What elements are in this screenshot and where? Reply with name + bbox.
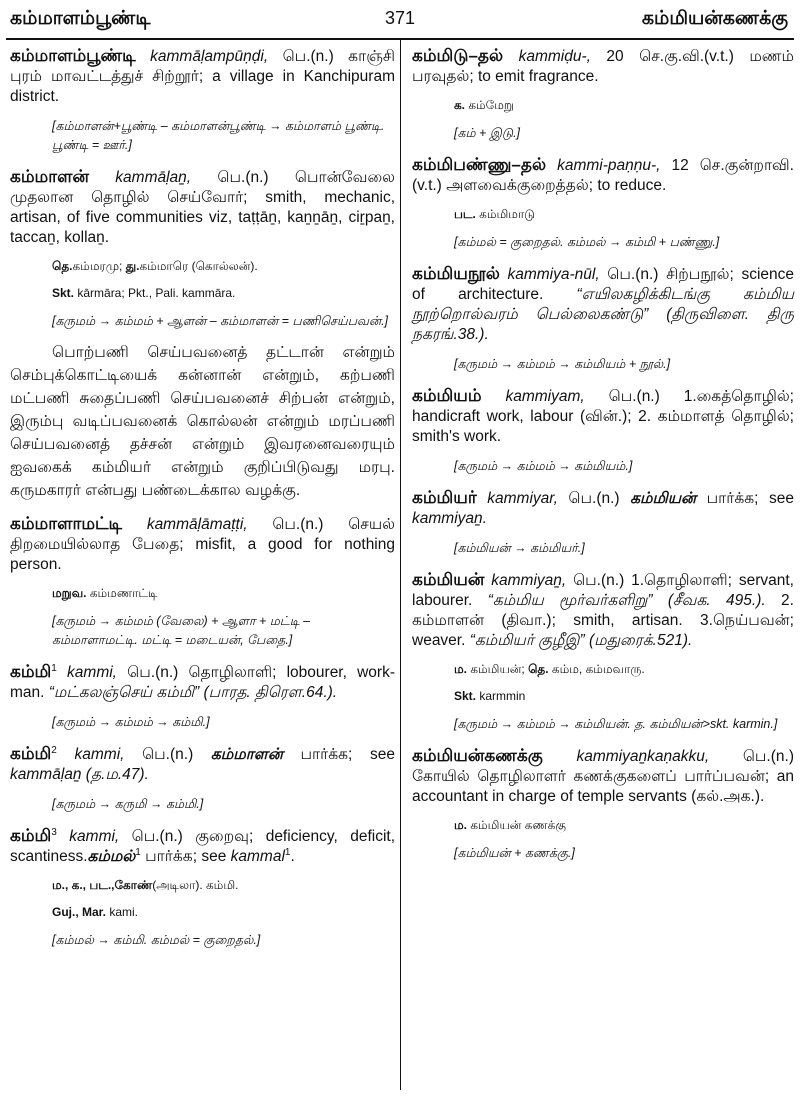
etymology: [கம்மல் → கம்மி. கம்மல் = குறைதல்.] bbox=[52, 933, 261, 947]
entry-kammi-1: கம்மி$^1$ kammi, பெ.(n.) தொழிலாளி; lobourer, work-man. “மட்கலஞ்செய் கம்மி” (பாரத. திரௌ.64.). [கருமம் → கம்மம் → கம்மி.] bbox=[10, 662, 395, 732]
headword: கம்மியம் bbox=[412, 386, 482, 405]
etymology: [கருமம் → கம்மம் + ஆளன் – கம்மாளன் = பணிசெய்பவன்.] bbox=[52, 314, 389, 328]
headword: கம்மியர் bbox=[412, 488, 477, 507]
cross-reference: கம்மாளன் bbox=[210, 746, 283, 763]
entry-kammalan bbox=[10, 167, 395, 502]
definition: 20 செ.கு.வி.(v.t.) மணம் பரவுதல்; to emit fragrance. bbox=[412, 48, 794, 85]
cognates: க. கம்மேறு bbox=[454, 98, 514, 112]
etymology: [கருமம் → கம்மம் → கம்மியம் + நூல்.] bbox=[454, 357, 671, 371]
etymology: [கம்மாளன்+பூண்டி – கம்மாளன்பூண்டி → கம்மாளம் பூண்டி. பூண்டி = ஊர்.] bbox=[52, 119, 385, 152]
transliteration: kammi, bbox=[56, 746, 125, 763]
entry-kammi-3: கம்மி$^3$ kammi, பெ.(n.) குறைவு; deficiency, deficit, scantiness.கம்மல்$^1$ பார்க்க; see kammal$^1$. ம., க., பட.,கோண்(அடிலா). கம்மி. Guj., Mar. kami. [கம்மல் → கம்மி. கம்மல் = குறைதல்.] bbox=[10, 826, 395, 950]
headword: கம்மாளாமட்டி bbox=[10, 514, 123, 533]
etymology: [கருமம் → கம்மம் → கம்மியம்.] bbox=[454, 459, 633, 473]
etymology: [கருமம் → கருமி → கம்மி.] bbox=[52, 797, 204, 811]
transliteration: kammiyaṉ, bbox=[484, 572, 567, 589]
entry-kammiyar: கம்மியர் kammiyar, பெ.(n.) கம்மியன் பார்க்க; see kammiyaṉ. [கம்மியன் → கம்மியர்.] bbox=[412, 488, 794, 558]
etymology: [கம்மல் = குறைதல். கம்மல் → கம்மி + பண்ணு.] bbox=[454, 235, 720, 249]
definition: பெ.(n.) செயல் திறமையில்லாத பேதை; misfit, a good for nothing person. bbox=[10, 516, 395, 573]
entry-kammiyan: கம்மியன் kammiyaṉ, பெ.(n.) 1.தொழிலாளி; servant, labourer. “கம்மிய மூர்வர்களிறு” (சீவக. 495.). 2. கம்மாளன் (திவா.); smith, artisan. 3.நெய்பவன்; weaver. “கம்மியர் குழீஇ” (மதுரைக்.521). ம. கம்மியன்; தெ. கம்ம, கம்மவாரு. Skt. karmmin [கருமம் → கம்மம் → கம்மியன். த. கம்மியன்>skt. karmin.] bbox=[412, 570, 794, 734]
cognates: ம., க., பட.,கோண்(அடிலா). கம்மி. bbox=[52, 878, 239, 892]
entry-kammipannu bbox=[412, 155, 794, 252]
synonyms: மறுவ. கம்மணாட்டி bbox=[52, 586, 158, 600]
definition: பெ.(n.) பொன்வேலை முதலான தொழில் செய்வோர்; smith, mechanic, artisan, of five communities viz, taṭṭāṉ, kaṉṉāṉ, ciṟpaṉ, taccaṉ, kollaṉ. bbox=[10, 169, 395, 246]
note-paragraph: பொற்பணி செய்பவனைத் தட்டான் என்றும் செம்புக்கொட்டியைக் கன்னான் என்றும், கற்பணி மட்பணி சுதைப்பணி செய்பவனைச் சிற்பன் என்றும், இரும்பு வடிப்பவனைக் கொல்லன் என்றும் மரப்பணி செய்பவனைத் தச்சன் என்றும் இவரனைவரையும் ஐவகைக் கம்மியர் என்றும் குறிப்பிடுவது மரபு. கருமகாரர் என்பது பண்டைக்கால வழக்கு. bbox=[10, 344, 395, 499]
transliteration: kammi, bbox=[56, 828, 120, 845]
definition: பெ.(n.) காஞ்சி புரம் மாவட்டத்துச் சிற்றூர்; a village in Kanchipuram district. bbox=[10, 48, 395, 105]
definition: பெ.(n.) 1.கைத்தொழில்; handicraft work, labour (வின்.); 2. கம்மாளத் தொழில்; smith's work. bbox=[412, 388, 794, 445]
transliteration: kammi, bbox=[56, 664, 117, 681]
headword: கம்மியநூல் bbox=[412, 264, 500, 283]
left-column bbox=[10, 46, 395, 950]
entry-kammidu bbox=[412, 46, 794, 143]
transliteration: kammiya-nūl, bbox=[499, 266, 600, 283]
quotation: “கம்மியர் குழீஇ” (மதுரைக்.521). bbox=[469, 632, 693, 649]
indo-aryan-cognates: Guj., Mar. kami. bbox=[52, 905, 139, 919]
headword: கம்மியன் bbox=[412, 570, 485, 589]
cross-reference: கம்மியன் bbox=[630, 490, 697, 507]
cross-reference-transliteration: kammal bbox=[230, 848, 285, 865]
transliteration: kammiyam, bbox=[481, 388, 585, 405]
column-divider bbox=[400, 40, 401, 1090]
transliteration: kammiḍu-, bbox=[503, 48, 591, 65]
transliteration: kammāḷaṉ, bbox=[115, 169, 192, 186]
quotation: “எயிலகழிக்கிடங்கு கம்மிய நூற்றொல்வரம் பெல்லைகண்டு” (திருவிளை. திரு நகரங்.38.). bbox=[412, 286, 794, 343]
headword: கம்மி bbox=[10, 826, 52, 845]
cross-reference-transliteration: kammiyaṉ. bbox=[412, 510, 487, 527]
headword: கம்மியன்கணக்கு bbox=[412, 746, 543, 765]
etymology: [கம்மியன் → கம்மியர்.] bbox=[454, 541, 585, 555]
cross-reference-transliteration: kammāḷaṉ (த.ம.47). bbox=[10, 766, 149, 783]
transliteration: kammi-paṇṇu-, bbox=[546, 157, 661, 174]
etymology: [கம்மியன் + கணக்கு.] bbox=[454, 846, 575, 860]
cognates: தெ.கம்மரமு; து.கம்மாரெ (கொல்லன்). bbox=[52, 259, 258, 273]
header-left-guideword: கம்மாளம்பூண்டி bbox=[10, 8, 151, 29]
transliteration: kammāḷāmaṭṭi, bbox=[146, 516, 248, 533]
right-column bbox=[412, 46, 794, 863]
header-right-guideword: கம்மியன்கணக்கு bbox=[641, 8, 788, 29]
sanskrit-cognates: Skt. karmmin bbox=[454, 689, 526, 703]
page-header bbox=[0, 0, 800, 44]
entry-kammalampundi bbox=[10, 46, 395, 155]
etymology: [கம் + இடு.] bbox=[454, 126, 521, 140]
quotation: “மட்கலஞ்செய் கம்மி” (பாரத. திரௌ.64.). bbox=[48, 684, 338, 701]
cognates: பட. கம்மிமாடு bbox=[454, 207, 535, 221]
etymology: [கருமம் → கம்மம் → கம்மியன். த. கம்மியன்>skt. karmin.] bbox=[454, 717, 778, 731]
transliteration: kammiyar, bbox=[476, 490, 558, 507]
page-number: 371 bbox=[384, 8, 416, 28]
entry-kammi-2: கம்மி$^2$ kammi, பெ.(n.) கம்மாளன் பார்க்க; see kammāḷaṉ (த.ம.47). [கருமம் → கருமி → கம்மி.] bbox=[10, 744, 395, 814]
definition: பெ.(n.) தொழிலாளி; lobourer, work-man. bbox=[10, 664, 395, 701]
transliteration: kammiyaṉkaṇakku, bbox=[542, 748, 710, 765]
definition: பெ.(n.) சிற்பநூல்; science of architecture. bbox=[412, 266, 794, 303]
definition: 12 செ.குன்றாவி. (v.t.) அளவைக்குறைத்தல்; to reduce. bbox=[412, 157, 794, 194]
headword: கம்மி bbox=[10, 744, 52, 763]
cognates: ம. கம்மியன்; தெ. கம்ம, கம்மவாரு. bbox=[454, 662, 645, 676]
cross-reference: கம்மல் bbox=[87, 848, 136, 865]
sanskrit-cognates: Skt. kārmāra; Pkt., Pali. kammāra. bbox=[52, 286, 236, 300]
headword: கம்மி bbox=[10, 662, 52, 681]
entry-kammiyanul bbox=[412, 264, 794, 374]
transliteration: kammāḷampūṇḍi, bbox=[150, 48, 269, 65]
entry-kammiyam bbox=[412, 386, 794, 476]
quotation: “கம்மிய மூர்வர்களிறு” (சீவக. 495.). bbox=[487, 592, 766, 609]
entry-kammalamatti bbox=[10, 514, 395, 650]
headword: கம்மாளன் bbox=[10, 167, 89, 186]
definition: பெ.(n.) கோயில் தொழிலாளர் கணக்குகளைப் பார்ப்பவன்; an accountant in charge of temple servants (கல்.அக.). bbox=[412, 748, 794, 805]
entry-kammiyankanakku bbox=[412, 746, 794, 863]
etymology: [கருமம் → கம்மம் (வேலை) + ஆளா + மட்டி – கம்மாளாமட்டி. மட்டி = மடையன், பேதை.] bbox=[52, 614, 311, 647]
headword: கம்மிடு–தல் bbox=[412, 46, 504, 65]
headword: கம்மிபண்ணு–தல் bbox=[412, 155, 547, 174]
etymology: [கருமம் → கம்மம் → கம்மி.] bbox=[52, 715, 210, 729]
cognates: ம. கம்மியன் கணக்கு bbox=[454, 818, 566, 832]
headword: கம்மாளம்பூண்டி bbox=[10, 46, 136, 65]
